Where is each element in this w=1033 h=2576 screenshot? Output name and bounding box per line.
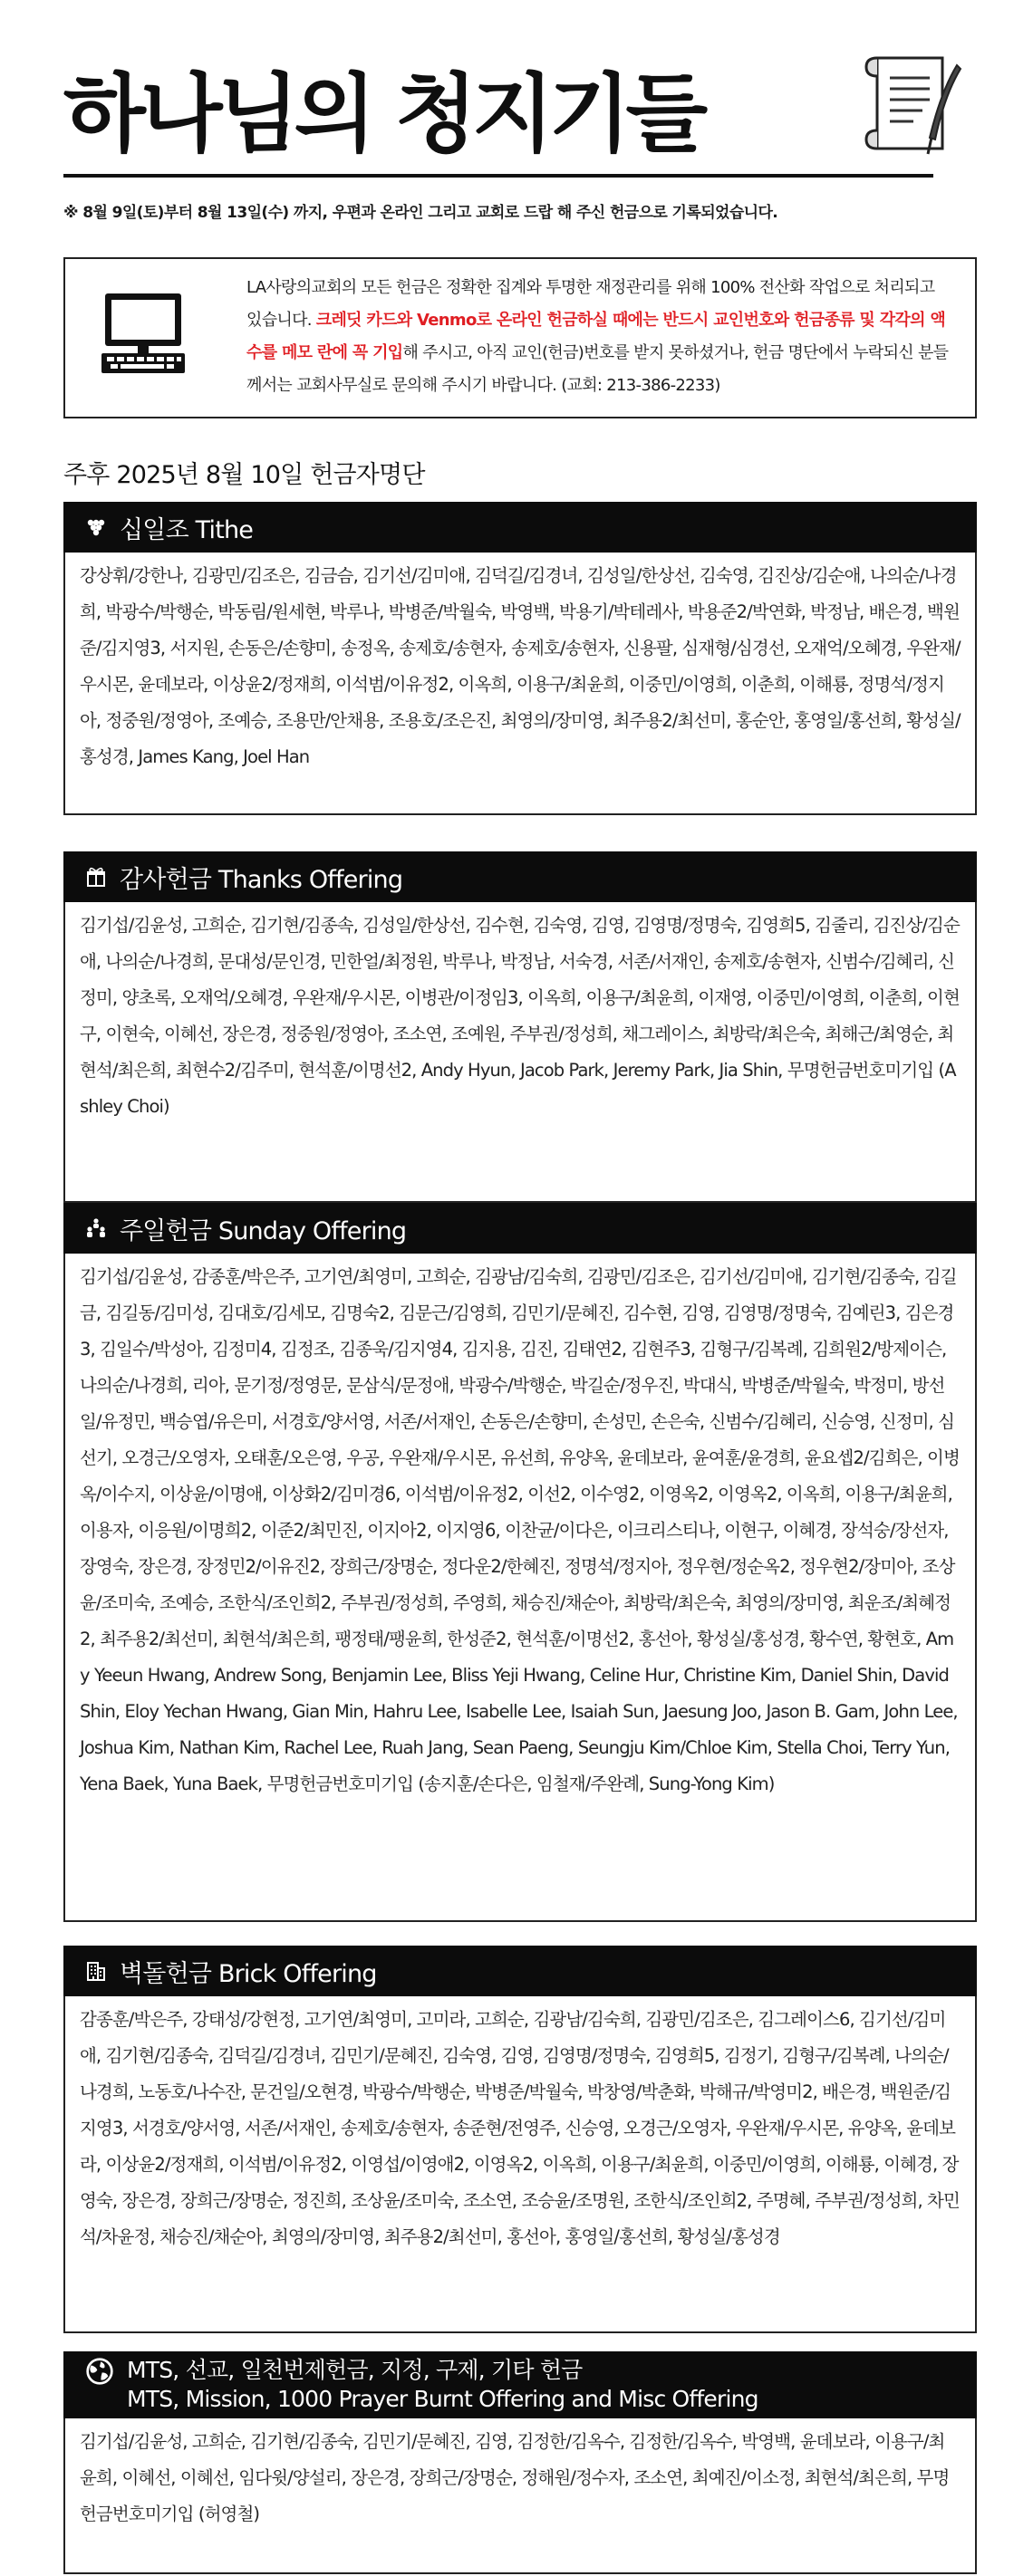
section-title: 십일조 Tithe <box>120 515 254 544</box>
section-names: 김기섭/김윤성, 고희순, 김기현/김종숙, 김민기/문혜진, 김영, 김정한/김옥수, 김정한/김옥수, 박영백, 윤데보라, 이용구/최윤희, 이혜선, 이혜선, 임다윗/양설리, 장은경, 장희근/장명순, 정해원/정수자, 조소연, 최예진/이소정, 최현석/최은희, 무명헌금번호미기입 (허영철) <box>63 2418 977 2574</box>
info-text-before: LA사랑의교회의 모든 헌금은 정확한 집계와 투명한 재정관리를 위해 100% 전산화 작업으로 처리되고 있습니다. <box>246 278 935 330</box>
notice-text: ※ 8월 9일(토)부터 8월 13일(수) 까지, 우편과 온라인 그리고 교회로 드랍 해 주신 헌금으로 기록되었습니다. <box>63 204 778 222</box>
section-header <box>63 851 977 902</box>
section-title: MTS, 선교, 일천번제헌금, 지정, 구제, 기타 헌금 <box>127 2357 583 2383</box>
info-text <box>246 272 953 402</box>
section-names: 강상휘/강한나, 김광민/김조은, 김금슴, 김기선/김미애, 김덕길/김경녀, 김성일/한상선, 김숙영, 김진상/김순애, 나의순/나경희, 박광수/박행순, 박동림/원세현, 박루나, 박병준/박월숙, 박영백, 박용기/박테레사, 박용준2/박연화, 박정남, 배은경, 백원준/김지영3, 서지원, 손동은/손향미, 송정옥, 송제호/송현자, 송제호/송현자, 신용팔, 심재형/심경선, 오재억/오혜경, 우완재/우시몬, 윤데보라, 이상윤2/정재희, 이석범/이유정2, 이옥희, 이용구/최윤희, 이중민/이영희, 이춘희, 이해룡, 정명석/정지아, 정중원/정영아, 조예승, 조용만/안채용, 조용호/조은진, 최영의/장미영, 최주용2/최선미, 홍순안, 홍영일/홍선희, 황성실/홍성경, James Kang, Joel Han <box>63 553 977 815</box>
grapes-icon <box>85 516 107 538</box>
date-heading: 주후 2025년 8월 10일 헌금자명단 <box>63 461 425 489</box>
section-names: 감종훈/박은주, 강태성/강현정, 고기연/최영미, 고미라, 고희순, 김광남/김숙희, 김광민/김조은, 김그레이스6, 김기선/김미애, 김기현/김종숙, 김덕길/김경녀, 김민기/문혜진, 김숙영, 김영, 김영명/정명숙, 김영희5, 김정기, 김형구/김복례, 나의순/나경희, 노동호/나수잔, 문건일/오현경, 박광수/박행순, 박병준/박월숙, 박창영/박춘화, 박해규/박영미2, 배은경, 백원준/김지영3, 서경호/양서영, 서존/서재인, 송제호/송현자, 송준현/전영주, 신승영, 오경근/오영자, 우완재/우시몬, 유양옥, 윤데보라, 이상윤2/정재희, 이석범/이유정2, 이영섭/이영애2, 이영옥2, 이옥희, 이용구/최윤희, 이중민/이영희, 이해룡, 이혜경, 장영숙, 장은경, 장희근/장명순, 정진희, 조상윤/조미숙, 조소연, 조승윤/조명원, 조한식/조인희2, 주명혜, 주부권/정성희, 차민석/차윤정, 채승진/채순아, 최영의/장미영, 최주용2/최선미, 홍선아, 홍영일/홍선희, 황성실/홍성경 <box>63 1996 977 2333</box>
page-title: 하나님의 청지기들 <box>63 65 703 164</box>
building-icon <box>85 1960 107 1982</box>
section-title: 벽돌헌금 Brick Offering <box>120 1959 377 1988</box>
computer-icon <box>98 288 188 379</box>
scroll-quill-icon <box>859 47 968 168</box>
section-title-en: MTS, Mission, 1000 Prayer Burnt Offering and Misc Offering <box>127 2386 758 2412</box>
section-title: 주일헌금 Sunday Offering <box>120 1216 407 1245</box>
info-text-highlight: 크레딧 카드와 Venmo로 온라인 헌금하실 때에는 반드시 교인번호와 헌금종류 및 각각의 액수를 메모 란에 꼭 기입 <box>246 311 946 362</box>
title-divider <box>63 174 933 178</box>
gift-icon <box>85 866 107 888</box>
globe-icon <box>85 2357 114 2386</box>
section-header <box>63 1203 977 1254</box>
section-names: 김기섭/김윤성, 고희순, 김기현/김종속, 김성일/한상선, 김수현, 김숙영, 김영, 김영명/정명숙, 김영희5, 김줄리, 김진상/김순애, 나의순/나경희, 문대성/문인경, 민한얼/최정원, 박루나, 박정남, 서숙경, 서존/서재인, 송제호/송현자, 신범수/김혜리, 신정미, 양초록, 오재억/오혜경, 우완재/우시몬, 이병관/이정임3, 이옥희, 이용구/최윤희, 이재영, 이중민/이영희, 이춘희, 이현구, 이현숙, 이혜선, 장은경, 정중원/정영아, 조소연, 조예원, 주부권/정성희, 채그레이스, 최방락/최은숙, 최해근/최영순, 최현석/최은희, 최현수2/김주미, 현석훈/이명선2, Andy Hyun, Jacob Park, Jeremy Park, Jia Shin, 무명헌금번호미기입 (Ashley Choi) <box>63 902 977 1203</box>
section-names: 김기섭/김윤성, 감종훈/박은주, 고기연/최영미, 고희순, 김광남/김숙희, 김광민/김조은, 김기선/김미애, 김기현/김종숙, 김길금, 김길동/김미성, 김대호/김세모, 김명숙2, 김문근/김영희, 김민기/문혜진, 김수현, 김영, 김영명/정명숙, 김예린3, 김은경3, 김일수/박성아, 김정미4, 김정조, 김종욱/김지영4, 김지용, 김진, 김태연2, 김현주3, 김형구/김복례, 김희원2/방제이슨, 나의순/나경희, 리아, 문기정/정영문, 문삼식/문정애, 박광수/박행순, 박길순/정우진, 박대식, 박병준/박월숙, 박정미, 방선일/유정민, 백승엽/유은미, 서경호/양서영, 서존/서재인, 손동은/손향미, 손성민, 손은숙, 신범수/김혜리, 신승영, 신정미, 심선기, 오경근/오영자, 오태훈/오은영, 우공, 우완재/우시몬, 유선희, 유양옥, 윤데보라, 윤여훈/윤경희, 윤요셉2/김희은, 이병옥/이수지, 이상윤/이명애, 이상화2/김미경6, 이석범/이유정2, 이선2, 이수영2, 이영옥2, 이영옥2, 이옥희, 이용구/최윤희, 이용자, 이응원/이명희2, 이준2/최민진, 이지아2, 이지영6, 이찬균/이다은, 이크리스티나, 이현구, 이혜경, 장석숭/장선자, 장영숙, 장은경, 장정민2/이유진2, 장희근/장명순, 정다운2/한혜진, 정명석/정지아, 정우현/정순옥2, 정우현2/장미아, 조상윤/조미숙, 조예승, 조한식/조인희2, 주부권/정성희, 주영희, 채승진/채순아, 최방락/최은숙, 최영의/장미영, 최운조/최혜정2, 최주용2/최선미, 최현석/최은희, 팽정태/팽윤희, 한성준2, 현석훈/이명선2, 홍선아, 황성실/홍성경, 황수연, 황현호, Amy Yeeun Hwang, Andrew Song, Benjamin Lee, Bliss Yeji Hwang, Celine Hur, Christine Kim, Daniel Shin, David Shin, Eloy Yechan Hwang, Gian Min, Hahru Lee, Isabelle Lee, Isaiah Sun, Jaesung Joo, Jason B. Gam, John Lee, Joshua Kim, Nathan Kim, Rachel Lee, Ruah Jang, Sean Paeng, Seungju Kim/Chloe Kim, Stella Choi, Terry Yun, Yena Baek, Yuna Baek, 무명헌금번호미기입 (송지훈/손다은, 임철재/주완례, Sung-Yong Kim) <box>63 1254 977 1922</box>
section-header <box>63 2351 977 2418</box>
info-box <box>63 257 977 418</box>
info-text-after: 해 주시고, 아직 교인(헌금)번호를 받지 못하셨거나, 헌금 명단에서 누락되신 분들께서는 교회사무실로 문의해 주시기 바랍니다. (교회: 213-386-2233) <box>246 343 949 395</box>
section-header <box>63 1946 977 1996</box>
people-icon <box>85 1217 107 1239</box>
section-title: 감사헌금 Thanks Offering <box>120 865 403 894</box>
section-title-group <box>127 2356 758 2414</box>
section-header <box>63 502 977 553</box>
